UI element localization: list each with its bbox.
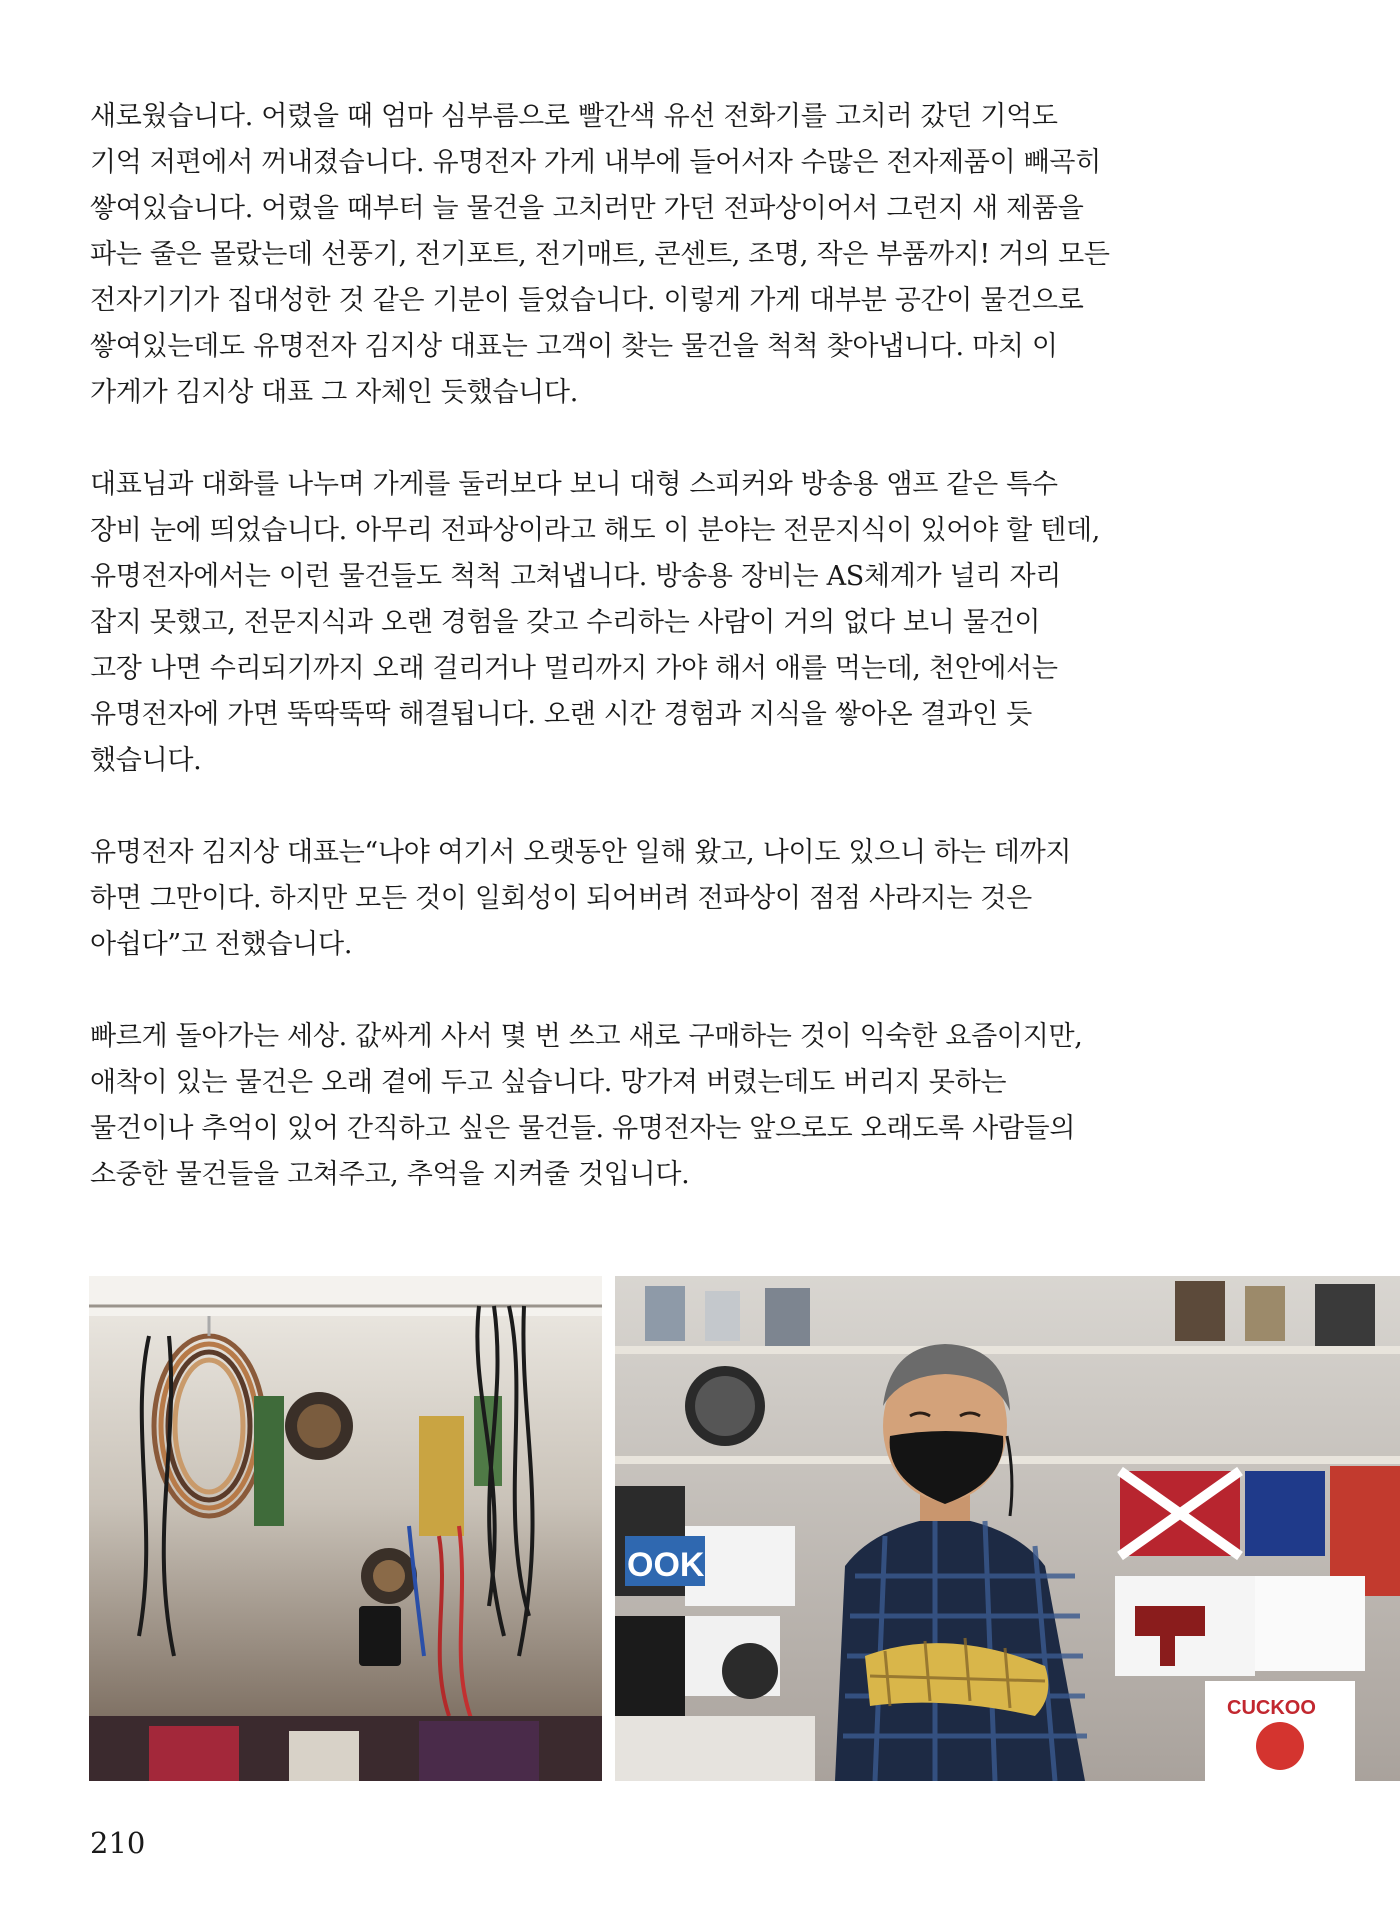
text-line: 장비 눈에 띄었습니다. 아무리 전파상이라고 해도 이 분야는 전문지식이 있어야 할 텐데,	[90, 515, 1101, 546]
text-line: 하면 그만이다. 하지만 모든 것이 일회성이 되어버려 전파상이 점점 사라지는 것은	[90, 883, 1032, 914]
text-line: 고장 나면 수리되기까지 오래 걸리거나 멀리까지 가야 해서 애를 먹는데, 천안에서는	[90, 653, 1058, 684]
paragraph-2	[90, 462, 1101, 784]
text-line: 가게가 김지상 대표 그 자체인 듯했습니다.	[90, 377, 578, 408]
photo-shop-owner	[615, 1276, 1400, 1781]
text-line: 물건이나 추억이 있어 간직하고 싶은 물건들. 유명전자는 앞으로도 오래도록 사람들의	[90, 1113, 1076, 1144]
text-line: 애착이 있는 물건은 오래 곁에 두고 싶습니다. 망가져 버렸는데도 버리지 못하는	[90, 1067, 1007, 1098]
text-line: 새로웠습니다. 어렸을 때 엄마 심부름으로 빨간색 유선 전화기를 고치러 갔던 기억도	[90, 101, 1058, 132]
box-label-cuckoo: CUCKOO	[1227, 1697, 1316, 1719]
paragraph-3	[90, 830, 1090, 968]
box-label-ook: OOK	[627, 1546, 705, 1584]
article-body	[90, 94, 1110, 1244]
photo-shop-owner-illustration	[615, 1276, 1400, 1781]
photo-hanging-cables-and-parts	[89, 1276, 602, 1781]
text-line: 소중한 물건들을 고쳐주고, 추억을 지켜줄 것입니다.	[90, 1159, 690, 1190]
text-line: 아쉽다”고 전했습니다.	[90, 929, 353, 960]
text-line: 유명전자 김지상 대표는“나야 여기서 오랫동안 일해 왔고, 나이도 있으니 하는 데까지	[90, 837, 1072, 868]
paragraph-4	[90, 1014, 1090, 1198]
page-number: 210	[90, 1826, 146, 1860]
text-line: 빠르게 돌아가는 세상. 값싸게 사서 몇 번 쓰고 새로 구매하는 것이 익숙한 요즘이지만,	[90, 1021, 1083, 1052]
photo-hanging-cables-illustration	[89, 1276, 602, 1781]
paragraph-1	[90, 94, 1110, 416]
text-line: 잡지 못했고, 전문지식과 오랜 경험을 갖고 수리하는 사람이 거의 없다 보니 물건이	[90, 607, 1041, 638]
text-line: 대표님과 대화를 나누며 가게를 둘러보다 보니 대형 스피커와 방송용 앰프 같은 특수	[90, 469, 1058, 500]
text-line: 유명전자에 가면 뚝딱뚝딱 해결됩니다. 오랜 시간 경험과 지식을 쌓아온 결과인 듯	[90, 699, 1032, 730]
text-line: 쌓여있는데도 유명전자 김지상 대표는 고객이 찾는 물건을 척척 찾아냅니다. 마치 이	[90, 331, 1058, 362]
text-line: 쌓여있습니다. 어렸을 때부터 늘 물건을 고치러만 가던 전파상이어서 그런지 새 제품을	[90, 193, 1084, 224]
text-line: 했습니다.	[90, 745, 202, 776]
text-line: 유명전자에서는 이런 물건들도 척척 고쳐냅니다. 방송용 장비는 AS체계가 널리 자리	[90, 561, 1062, 592]
text-line: 파는 줄은 몰랐는데 선풍기, 전기포트, 전기매트, 콘센트, 조명, 작은 부품까지! 거의 모든	[90, 239, 1110, 270]
text-line: 기억 저편에서 꺼내졌습니다. 유명전자 가게 내부에 들어서자 수많은 전자제품이 빼곡히	[90, 147, 1101, 178]
text-line: 전자기기가 집대성한 것 같은 기분이 들었습니다. 이렇게 가게 대부분 공간이 물건으로	[90, 285, 1084, 316]
